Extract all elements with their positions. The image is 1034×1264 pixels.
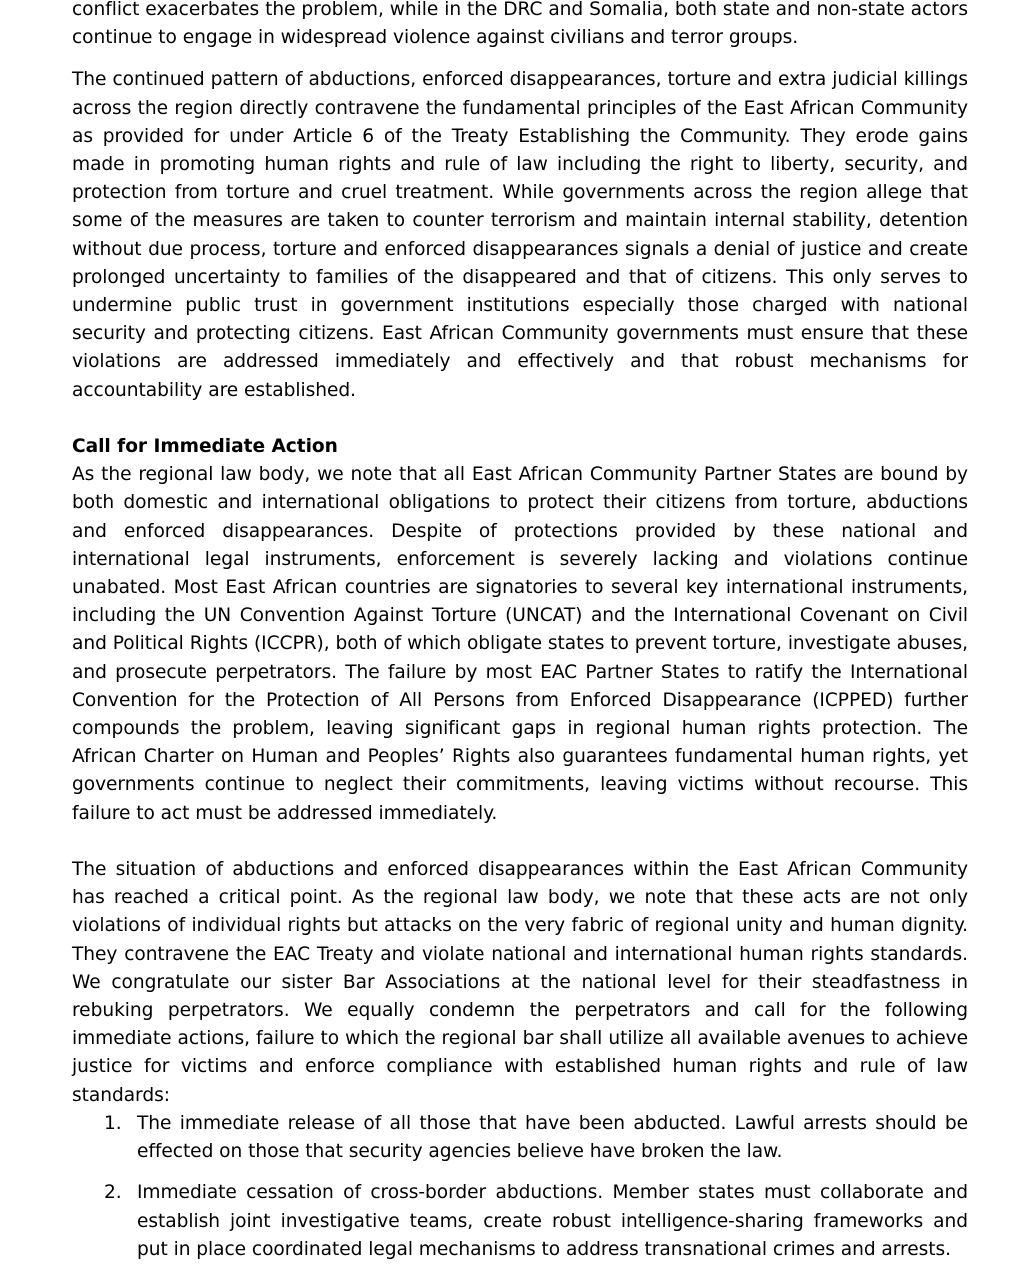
paragraph-regional-law-body: As the regional law body, we note that all East African Community Partner States are bound by both domestic and international obligations to protect their citizens from torture, abductions and enforced disappearances. Despite of protections provided by these national and international legal instruments, enforcement is severely lacking and violations continue unabated. Most East African countries are signatories to several key international instruments, including the UN Convention Against Torture (UNCAT) and the International Covenant on Civil and Political Rights (ICCPR), both of which obligate states to prevent torture, investigate abuses, and prosecute perpetrators. The failure by most EAC Partner States to ratify the International Convention for the Protection of All Persons from Enforced Disappearance (ICPPED) further compounds the problem, leaving significant gaps in regional human rights protection. The African Charter on Human and Peoples’ Rights also guarantees fundamental human rights, yet governments continue to neglect their commitments, leaving victims without recourse. This failure to act must be addressed immediately.	[72, 464, 968, 824]
list-item-text: Immediate cessation of cross-border abductions. Member states must collaborate and establish joint investigative teams, create robust intelligence-sharing frameworks and put in place coordinated legal mechanisms to address transnational crimes and arrests.	[137, 1182, 968, 1260]
document-body	[72, 0, 968, 1264]
list-item	[72, 1110, 968, 1166]
list-item	[72, 1179, 968, 1264]
action-list	[72, 1110, 968, 1264]
paragraph-situation: The situation of abductions and enforced disappearances within the East African Community has reached a critical point. As the regional law body, we note that these acts are not only violations of individual rights but attacks on the very fabric of regional unity and human dignity. They contravene the EAC Treaty and violate national and international human rights standards. We congratulate our sister Bar Associations at the national level for their steadfastness in rebuking perpetrators. We equally condemn the perpetrators and call for the following immediate actions, failure to which the regional bar shall utilize all available avenues to achieve justice for victims and enforce compliance with established human rights and rule of law standards:	[72, 859, 968, 1106]
heading-call-for-immediate-action: Call for Immediate Action	[72, 436, 338, 458]
list-item-text: The immediate release of all those that have been abducted. Lawful arrests should be effected on those that security agencies believe have broken the law.	[137, 1112, 968, 1163]
paragraph-continued-pattern: The continued pattern of abductions, enforced disappearances, torture and extra judicial killings across the region directly contravene the fundamental principles of the East African Community as provided for under Article 6 of the Treaty Establishing the Community. They erode gains made in promoting human rights and rule of law including the right to liberty, security, and protection from torture and cruel treatment. While governments across the region allege that some of the measures are taken to counter terrorism and maintain internal stability, detention without due process, torture and enforced disappearances signals a denial of justice and create prolonged uncertainty to families of the disappeared and that of citizens. This only serves to undermine public trust in government institutions especially those charged with national security and protecting citizens. East African Community governments must ensure that these violations are addressed immediately and effectively and that robust mechanisms for accountability are established.	[72, 69, 968, 401]
paragraph-spacer	[72, 52, 968, 66]
section-spacer	[72, 405, 968, 433]
section-spacer-2	[72, 828, 968, 856]
paragraph-continuation: conflict exacerbates the problem, while in the DRC and Somalia, both state and non-state actors continue to engage in widespread violence against civilians and terror groups.	[72, 0, 968, 49]
